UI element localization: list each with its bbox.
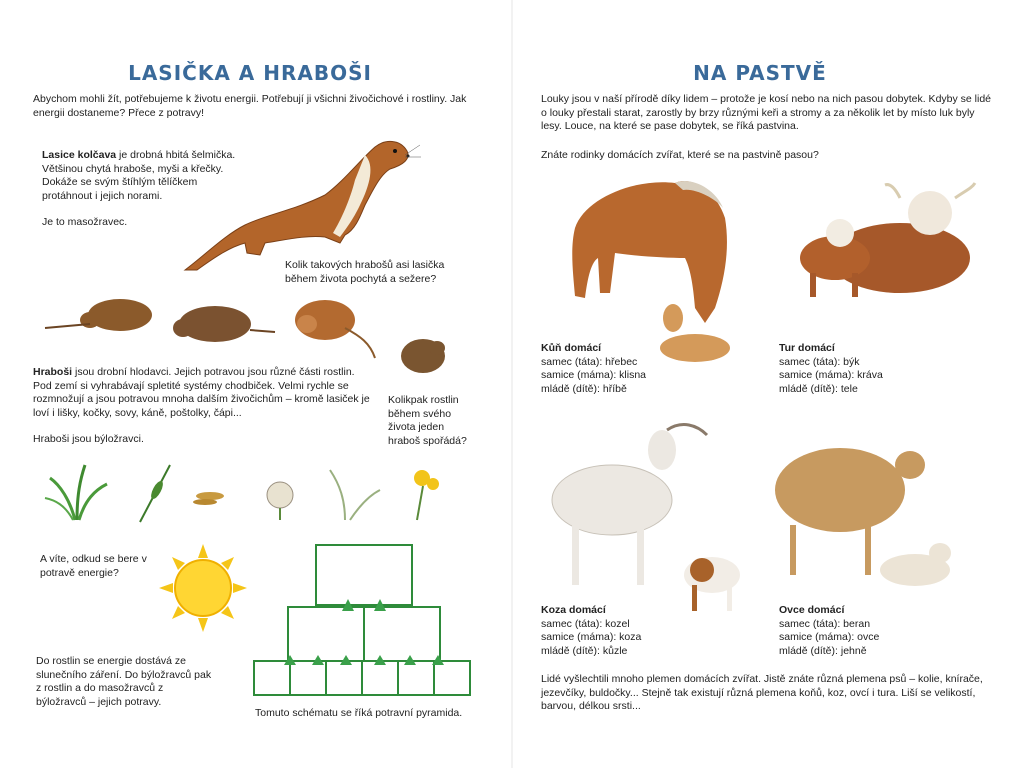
left-page-title: LASIČKA A HRABOŠI bbox=[128, 61, 372, 85]
weasel-question: Kolik takových hrabošů asi lasička během života pochytá a sežere? bbox=[285, 259, 445, 285]
sheep-male: samec (táta): beran bbox=[779, 617, 871, 630]
sheep-illustration bbox=[775, 440, 960, 590]
goat-info bbox=[541, 604, 741, 659]
vole-2 bbox=[173, 306, 275, 342]
left-intro: Abychom mohli žít, potřebujeme k životu energii. Potřebují ji všichni živočichové i rostliny. Jak energii dostaneme? Přece z potravy! bbox=[33, 93, 467, 119]
voles-diet: Hraboši jsou býložravci. bbox=[33, 433, 144, 445]
lamb-illustration bbox=[880, 543, 951, 586]
goat-kid-illustration bbox=[684, 557, 740, 611]
horse-name: Kůň domácí bbox=[541, 342, 602, 354]
cow-illustration bbox=[770, 183, 975, 303]
sheep-info bbox=[779, 604, 979, 659]
goat-male: samec (táta): kozel bbox=[541, 617, 630, 630]
grass-icon bbox=[45, 465, 107, 520]
pyramid-level-carnivore bbox=[316, 545, 412, 605]
pyramid-level-herbivore-1 bbox=[288, 607, 364, 661]
horse-young: mládě (dítě): hříbě bbox=[541, 382, 627, 395]
food-pyramid bbox=[252, 543, 477, 698]
sheep-female: samice (máma): ovce bbox=[779, 631, 880, 644]
cow-female: samice (máma): kráva bbox=[779, 369, 883, 382]
vole-3 bbox=[295, 300, 375, 358]
goat-illustration bbox=[552, 420, 747, 620]
pyramid-level-herbivore-2 bbox=[364, 607, 440, 661]
pyramid-level-plants bbox=[254, 661, 470, 695]
weasel-name: Lasice kolčava bbox=[42, 149, 117, 161]
goat-female: samice (máma): koza bbox=[541, 631, 642, 644]
horse-female: samice (máma): klisna bbox=[541, 369, 647, 382]
pyramid-caption: Tomuto schématu se říká potravní pyramida. bbox=[255, 707, 463, 719]
right-page-title: NA PASTVĚ bbox=[693, 61, 827, 85]
cow-name: Tur domácí bbox=[779, 342, 835, 354]
sheep-young: mládě (dítě): jehně bbox=[779, 644, 867, 657]
cow-male: samec (táta): býk bbox=[779, 355, 860, 368]
grain-ear-icon bbox=[140, 465, 170, 522]
energy-explanation: Do rostlin se energie dostává ze slunečního záření. Do býložravců pak z rostlin a do masožravců z býložravců – jejich potravy. bbox=[36, 655, 212, 708]
yellow-flower-icon bbox=[414, 470, 439, 520]
clover-flower-icon bbox=[267, 482, 293, 520]
horse-male: samec (táta): hřebec bbox=[541, 355, 638, 368]
plants-illustration bbox=[45, 460, 445, 530]
cow-info bbox=[779, 342, 979, 397]
goat-name: Koza domácí bbox=[541, 604, 606, 616]
breeds-text: Lidé vyšlechtili mnoho plemen domácích zvířat. Jistě znáte různá plemena psů – kolie, knírače, jezevčíky, buldočky... Stejně tak existují různá plemena koňů, koz, ovcí i tura. Liší se velikostí, barvou, délkou srsti... bbox=[541, 673, 983, 713]
voles-name: Hraboši bbox=[33, 366, 73, 378]
goat-young: mládě (dítě): kůzle bbox=[541, 644, 628, 657]
voles-description bbox=[33, 366, 373, 421]
right-question: Znáte rodinky domácích zvířat, které se na pastvině pasou? bbox=[541, 149, 819, 161]
page-gutter bbox=[511, 0, 513, 768]
voles-illustration bbox=[45, 298, 445, 373]
seeds-icon bbox=[193, 492, 224, 505]
cow-young: mládě (dítě): tele bbox=[779, 382, 858, 395]
voles-question: Kolikpak rostlin během svého života jeden hraboš spořádá? bbox=[388, 394, 467, 447]
voles-text: jsou drobní hlodavci. Jejich potravou jsou různé části rostlin. Pod zemí si vyhrabávají spletité systémy chodbiček. Velmi rychle se rozmnožují a jsou potravou mnoha dalším živočichům – kromě lasiček je loví i lišky, kočky, sovy, káně, poštolky, čápi... bbox=[33, 366, 370, 419]
horse-info bbox=[541, 342, 741, 397]
weasel-illustration bbox=[175, 125, 415, 275]
vole-4 bbox=[401, 339, 445, 373]
sheep-name: Ovce domácí bbox=[779, 604, 845, 616]
right-intro: Louky jsou v naší přírodě díky lidem – protože je kosí nebo na nich pasou dobytek. Kdyby se lidé o louky přestali starat, zarostly by brzy různými keři a stromy a za několik let by místo luk byly lesy. Louce, na které se pase dobytek, se říká pastvina. bbox=[541, 93, 992, 133]
grass-seedhead-icon bbox=[330, 470, 380, 520]
sun-question: A víte, odkud se bere v potravě energie? bbox=[40, 553, 147, 579]
sun-illustration bbox=[158, 543, 248, 633]
vole-1 bbox=[45, 299, 152, 331]
weasel-text: je drobná hbitá šelmička. Většinou chytá hraboše, myši a křečky. Dokáže se svým štíhlým tělíčkem protáhnout i jejich norami. bbox=[42, 149, 236, 202]
weasel-diet: Je to masožravec. bbox=[42, 216, 128, 228]
